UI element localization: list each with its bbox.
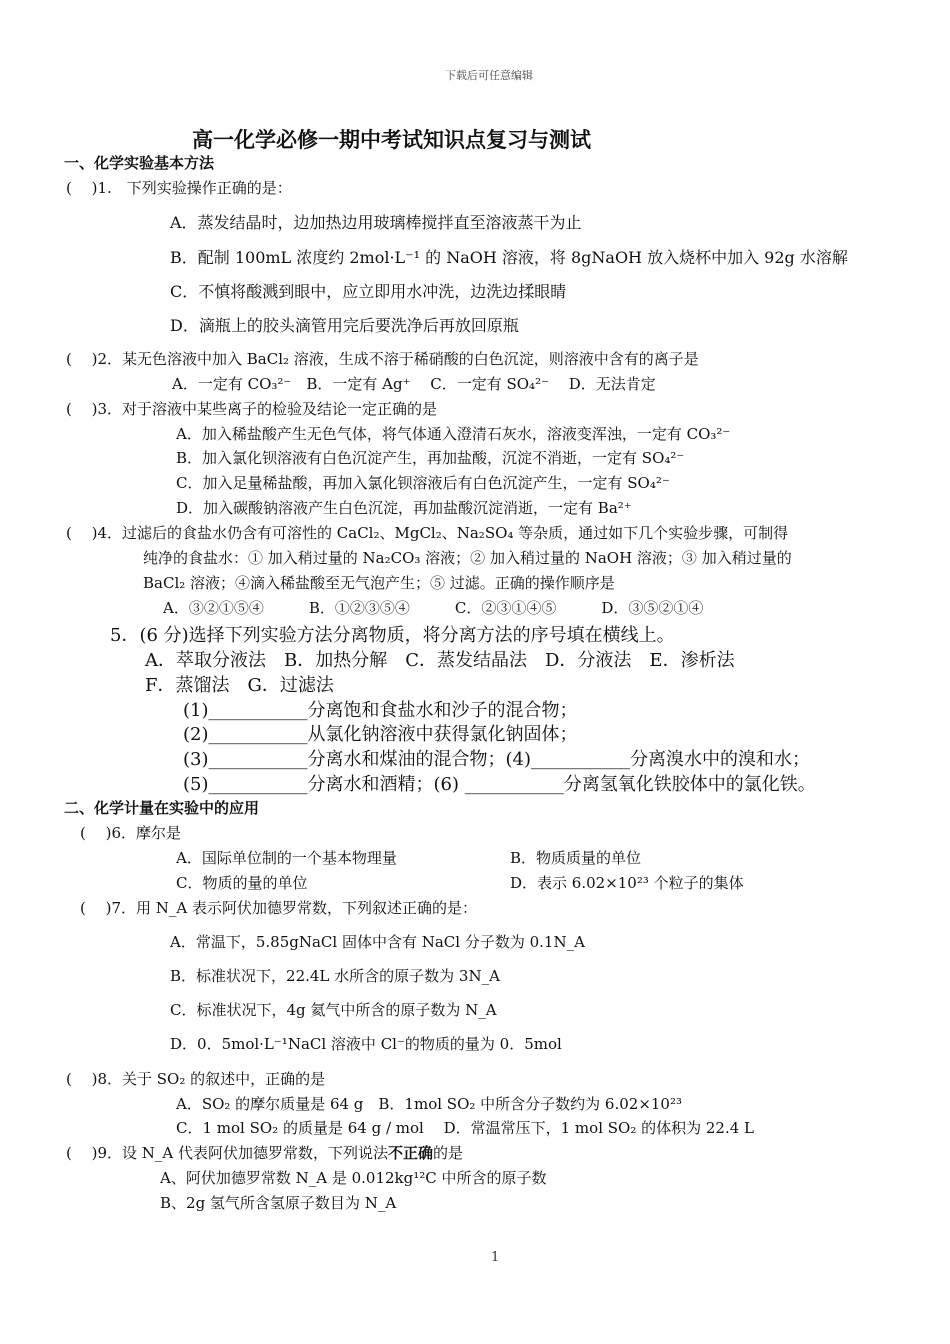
q8-options-cd: C．1 mol SO₂ 的质量是 64 g / mol D．常温常压下，1 mol SO₂ 的体积为 22.4 L (176, 1119, 755, 1137)
q9-stem-end: 的是 (433, 1144, 464, 1162)
question-5-stem: 5．(6 分)选择下列实验方法分离物质，将分离方法的序号填在横线上。 (110, 625, 675, 646)
page-header: 下载后可任意编辑 (445, 69, 533, 82)
q9-stem-start: ( )9．设 N_A 代表阿伏加德罗常数，下列说法 (66, 1144, 389, 1162)
q2-options: A．一定有 CO₃²⁻ B．一定有 Ag⁺ C．一定有 SO₄²⁻ D．无法肯定 (172, 375, 656, 393)
q5-blank-4: (5)___________分离水和酒精；(6) ___________分离氢氧化铁胶体中的氯化铁。 (183, 774, 816, 795)
q3-option-c: C．加入足量稀盐酸，再加入氯化钡溶液后有白色沉淀产生，一定有 SO₄²⁻ (176, 474, 670, 492)
q6-option-c: C．物质的量的单位 (176, 874, 308, 892)
q1-option-b: B．配制 100mL 浓度约 2mol·L⁻¹ 的 NaOH 溶液，将 8gNaOH 放入烧杯中加入 92g 水溶解 (170, 248, 848, 267)
page-number: 1 (491, 1250, 500, 1265)
page-title: 高一化学必修一期中考试知识点复习与测试 (192, 128, 591, 152)
q7-option-d: D．0．5mol·L⁻¹NaCl 溶液中 Cl⁻的物质的量为 0．5mol (170, 1035, 562, 1053)
q6-option-b: B．物质质量的单位 (510, 849, 642, 867)
q8-options-ab: A．SO₂ 的摩尔质量是 64 g B．1mol SO₂ 中所含分子数约为 6.02×10²³ (176, 1095, 683, 1113)
q9-option-a: A、阿伏加德罗常数 N_A 是 0.012kg¹²C 中所含的原子数 (160, 1169, 547, 1187)
q5-blank-2: (2)___________从氯化钠溶液中获得氯化钠固体； (183, 724, 578, 745)
q3-option-b: B．加入氯化钡溶液有白色沉淀产生，再加盐酸，沉淀不消逝，一定有 SO₄²⁻ (176, 449, 685, 467)
q9-option-b: B、2g 氢气所含氢原子数目为 N_A (160, 1194, 397, 1212)
q6-option-d: D．表示 6.02×10²³ 个粒子的集体 (510, 874, 744, 892)
q5-methods-2: F．蒸馏法 G．过滤法 (145, 675, 334, 696)
question-7-stem: ( )7．用 N_A 表示阿伏加德罗常数，下列叙述正确的是： (80, 899, 478, 917)
question-3-stem: ( )3．对于溶液中某些离子的检验及结论一定正确的是 (66, 400, 438, 418)
q7-option-b: B．标准状况下，22.4L 水所含的原子数为 3N_A (170, 967, 500, 985)
q5-blank-1: (1)___________分离饱和食盐水和沙子的混合物； (183, 700, 578, 721)
q5-methods-1: A．萃取分液法 B．加热分解 C．蒸发结晶法 D．分液法 E．渗析法 (145, 650, 735, 671)
q1-option-a: A．蒸发结晶时，边加热边用玻璃棒搅拌直至溶液蒸干为止 (170, 213, 582, 232)
question-2-stem: ( )2．某无色溶液中加入 BaCl₂ 溶液，生成不溶于稀硝酸的白色沉淀，则溶液中含有的离子是 (66, 350, 699, 368)
q3-option-a: A．加入稀盐酸产生无色气体，将气体通入澄清石灰水，溶液变浑浊，一定有 CO₃²⁻ (176, 425, 731, 443)
question-4-line-3: BaCl₂ 溶液；④滴入稀盐酸至无气泡产生；⑤ 过滤。正确的操作顺序是 (143, 574, 615, 592)
section-heading: 一、化学实验基本方法 (64, 154, 215, 172)
question-1-stem: ( )1. 下列实验操作正确的是： (66, 179, 292, 197)
q7-option-a: A．常温下，5.85gNaCl 固体中含有 NaCl 分子数为 0.1N_A (170, 933, 585, 951)
question-6-stem: ( )6．摩尔是 (80, 824, 182, 842)
q3-option-d: D．加入碳酸钠溶液产生白色沉淀，再加盐酸沉淀消逝，一定有 Ba²⁺ (176, 499, 632, 517)
q1-option-d: D．滴瓶上的胶头滴管用完后要洗净后再放回原瓶 (170, 316, 519, 335)
question-4-line-2: 纯净的食盐水：① 加入稍过量的 Na₂CO₃ 溶液；② 加入稍过量的 NaOH 溶液；③ 加入稍过量的 (143, 549, 792, 567)
question-9-stem (66, 1142, 463, 1163)
q7-option-c: C．标准状况下，4g 氦气中所含的原子数为 N_A (170, 1001, 497, 1019)
q4-options: A．③②①⑤④ B．①②③⑤④ C．②③①④⑤ D．③⑤②①④ (163, 599, 704, 617)
section-heading-2: 二、化学计量在实验中的应用 (64, 799, 260, 817)
q1-option-c: C．不慎将酸溅到眼中，应立即用水冲洗，边洗边揉眼睛 (170, 282, 567, 301)
question-4-line-1: ( )4．过滤后的食盐水仍含有可溶性的 CaCl₂、MgCl₂、Na₂SO₄ 等杂质，通过如下几个实验步骤，可制得 (66, 524, 789, 542)
q5-blank-3: (3)___________分离水和煤油的混合物；(4)___________分离溴水中的溴和水； (183, 749, 810, 770)
question-8-stem: ( )8．关于 SO₂ 的叙述中，正确的是 (66, 1070, 326, 1088)
q6-option-a: A．国际单位制的一个基本物理量 (176, 849, 397, 867)
q9-stem-emphasis: 不正确 (388, 1144, 434, 1162)
